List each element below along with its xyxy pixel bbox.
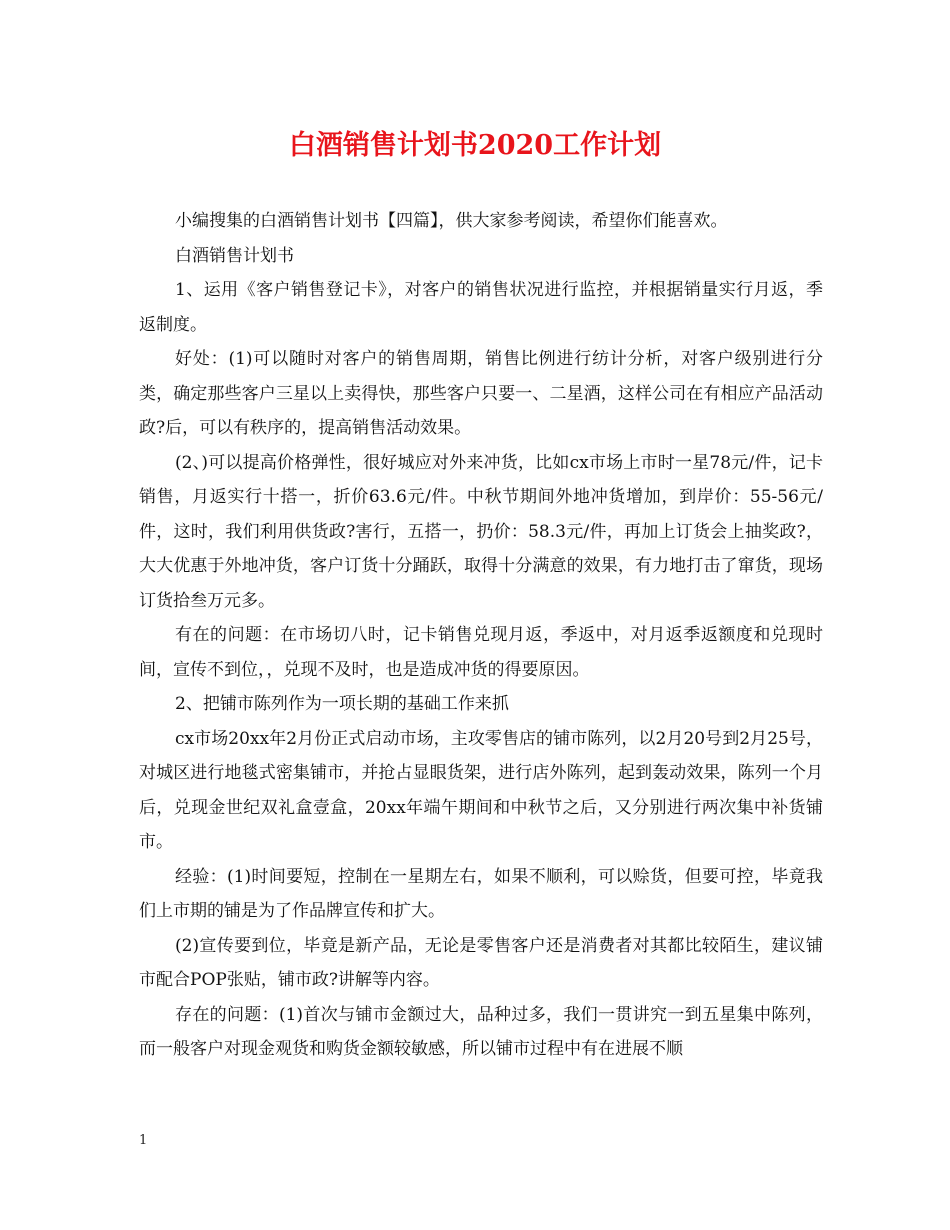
paragraph-market-launch: cx市场20xx年2月份正式启动市场，主攻零售店的铺市陈列，以2月20号到2月25号，对城区进行地毯式密集铺市，并抢占显眼货架，进行店外陈列，起到轰动效果，陈列一个月后，兑现金世纪双礼盒壹盒，20xx年端午期间和中秋节之后，又分别进行两次集中补货铺市。 [139,728,823,852]
paragraph-intro: 小编搜集的白酒销售计划书【四篇】，供大家参考阅读，希望你们能喜欢。 [175,211,728,231]
paragraph-subheading: 白酒销售计划书 [175,245,294,266]
paragraph-experience-1: 经验：(1)时间要短，控制在一星期左右，如果不顺利，可以赊货，但要可控，毕竟我们上市期的铺是为了作品牌宣传和扩大。 [139,866,823,921]
document-body [139,204,823,1067]
paragraph-problem-2: 存在的问题：(1)首次与铺市金额过大，品种过多，我们一贯讲究一到五星集中陈列，而一般客户对现金观货和购货金额较敏感，所以铺市过程中有在进展不顺 [139,1004,823,1059]
paragraph-item-2: 2、把铺市陈列作为一项长期的基础工作来抓 [175,694,509,714]
paragraph-benefit-1: 好处：(1)可以随时对客户的销售周期，销售比例进行纺计分析，对客户级别进行分类，确定那些客户三星以上卖得快，那些客户只要一、二星酒，这样公司在有相应产品活动政?后，可以有秩序的，提高销售活动效果。 [139,349,823,438]
paragraph-problem-1: 有在的问题：在市场切八时，记卡销售兑现月返，季返中，对月返季返额度和兑现时间，宣传不到位，，兑现不及时，也是造成冲货的得要原因。 [139,625,823,680]
paragraph-item-1: 1、运用《客户销售登记卡》，对客户的销售状况进行监控，并根据销量实行月返，季返制度。 [139,280,823,335]
document-title: 白酒销售计划书2020工作计划 [288,130,662,161]
paragraph-benefit-2: (2、)可以提高价格弹性，很好城应对外来冲货，比如cx市场上市时一星78元/件，记卡销售，月返实行十搭一，折价63.6元/件。中秋节期间外地冲货增加，到岸价：55-56元/件，这时，我们利用供货政?害行，五搭一，扔价：58.3元/件，再加上订货会上抽奖政?，大大优惠于外地冲货，客户订货十分踊跃，取得十分满意的效果，有力地打击了窜货，现场订货拾叁万元多。 [139,452,823,611]
paragraph-experience-2: (2)宣传要到位，毕竟是新产品，无论是零售客户还是消费者对其都比较陌生，建议铺市配合POP张贴，铺市政?讲解等内容。 [139,935,823,990]
page-number: 1 [139,1133,148,1148]
